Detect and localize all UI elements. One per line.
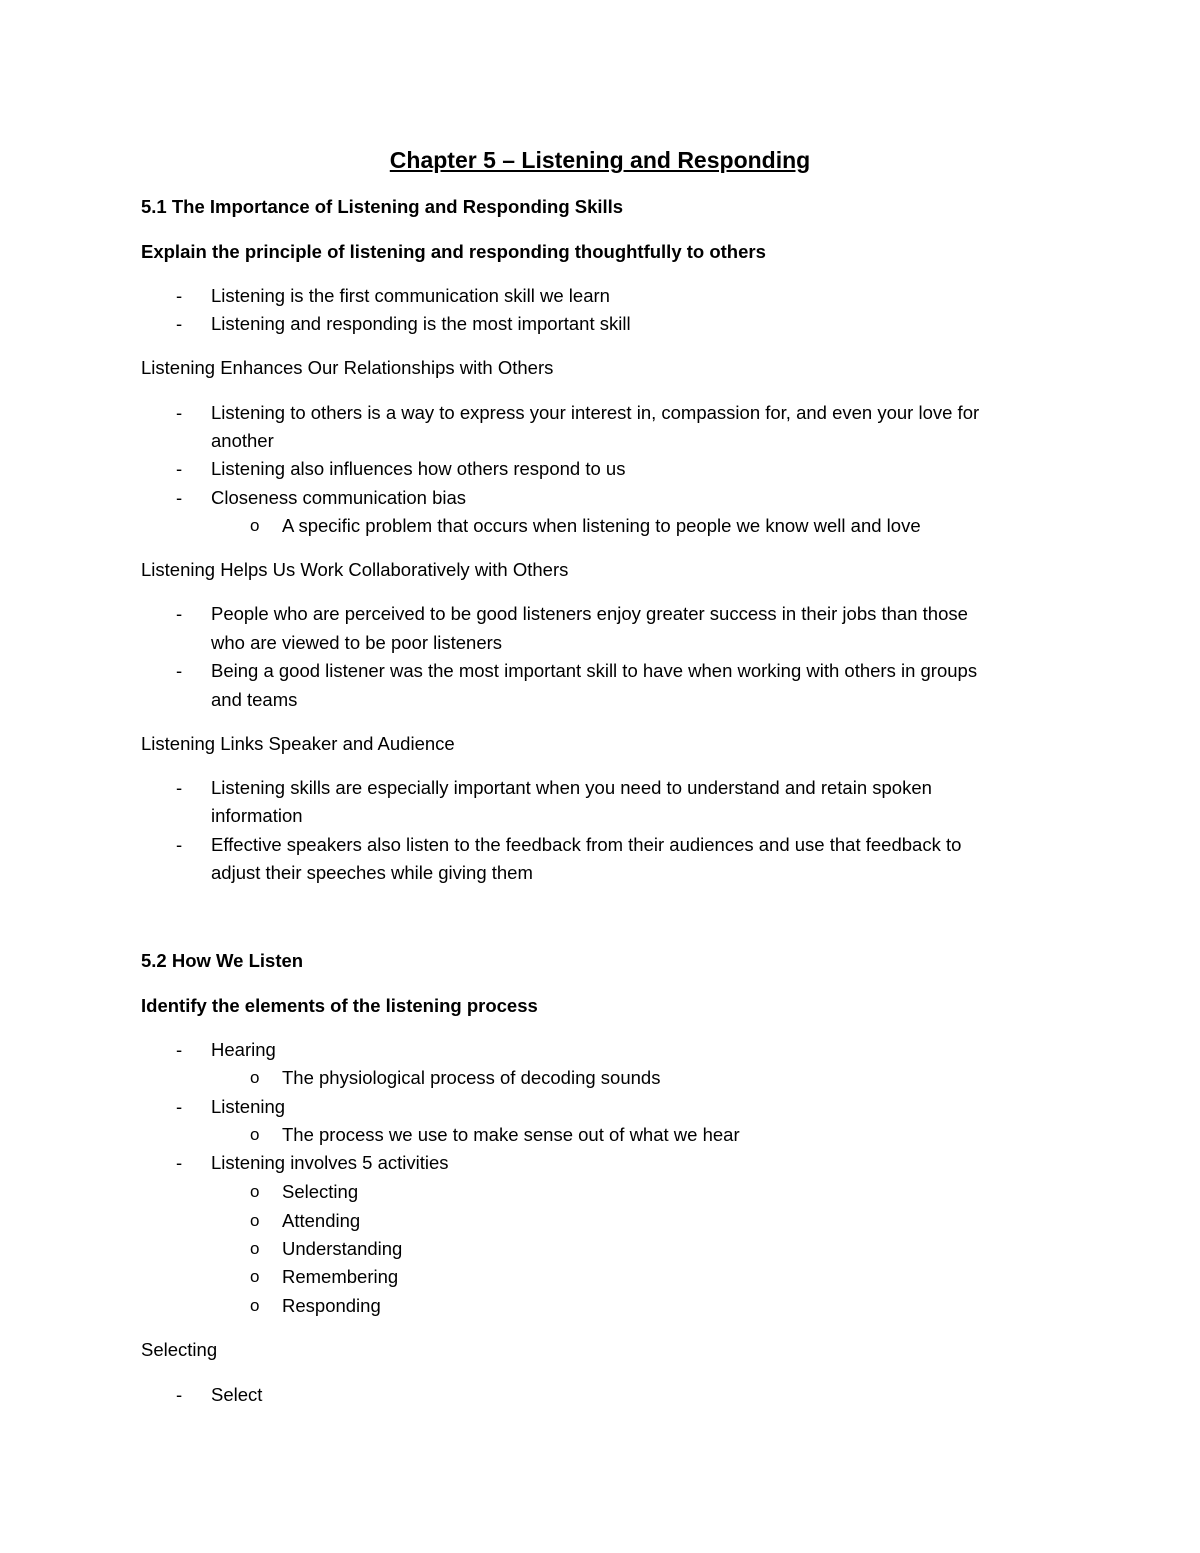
list-item: Listening skills are especially important when you need to understand and retain spoken bbox=[211, 777, 932, 798]
list-item: Listening bbox=[211, 1096, 286, 1117]
bullet-dash: - bbox=[176, 1096, 183, 1117]
bullet-dash: - bbox=[176, 402, 183, 423]
sub-list-item: Attending bbox=[282, 1210, 361, 1231]
list-item-continuation: who are viewed to be poor listeners bbox=[211, 632, 503, 653]
list-item: Being a good listener was the most important skill to have when working with others in groups bbox=[211, 660, 978, 681]
bullet-circle: o bbox=[250, 1211, 260, 1230]
bullet-circle: o bbox=[250, 1182, 260, 1201]
learning-objective-5-1: Explain the principle of listening and responding thoughtfully to others bbox=[141, 241, 766, 262]
sub-list-item: The process we use to make sense out of what we hear bbox=[282, 1124, 740, 1145]
sub-list-item: Understanding bbox=[282, 1238, 403, 1259]
subheading-collaboration: Listening Helps Us Work Collaboratively with Others bbox=[141, 559, 569, 580]
subheading-relationships: Listening Enhances Our Relationships with Others bbox=[141, 357, 554, 378]
bullet-dash: - bbox=[176, 1152, 183, 1173]
subheading-selecting: Selecting bbox=[141, 1339, 218, 1360]
list-item-continuation: and teams bbox=[211, 689, 298, 710]
bullet-dash: - bbox=[176, 777, 183, 798]
list-item: Listening involves 5 activities bbox=[211, 1152, 449, 1173]
list-item: Listening to others is a way to express your interest in, compassion for, and even your love for bbox=[211, 402, 980, 423]
list-item-continuation: information bbox=[211, 805, 303, 826]
section-heading-5-2: 5.2 How We Listen bbox=[141, 950, 304, 971]
subheading-speaker-audience: Listening Links Speaker and Audience bbox=[141, 733, 455, 754]
learning-objective-5-2: Identify the elements of the listening process bbox=[141, 995, 538, 1016]
bullet-dash: - bbox=[176, 313, 183, 334]
list-item-continuation: adjust their speeches while giving them bbox=[211, 862, 533, 883]
bullet-circle: o bbox=[250, 1125, 260, 1144]
bullet-circle: o bbox=[250, 516, 260, 535]
list-item: Hearing bbox=[211, 1039, 276, 1060]
bullet-dash: - bbox=[176, 603, 183, 624]
list-item: Listening and responding is the most important skill bbox=[211, 313, 631, 334]
sub-list-item: Remembering bbox=[282, 1266, 399, 1287]
bullet-dash: - bbox=[176, 660, 183, 681]
list-item: Listening also influences how others respond to us bbox=[211, 458, 626, 479]
chapter-title: Chapter 5 – Listening and Responding bbox=[389, 147, 811, 173]
sub-list-item: Responding bbox=[282, 1295, 381, 1316]
section-heading-5-1: 5.1 The Importance of Listening and Responding Skills bbox=[141, 196, 624, 217]
bullet-circle: o bbox=[250, 1239, 260, 1258]
bullet-dash: - bbox=[176, 285, 183, 306]
bullet-circle: o bbox=[250, 1068, 260, 1087]
list-item: People who are perceived to be good listeners enjoy greater success in their jobs than those bbox=[211, 603, 968, 624]
bullet-circle: o bbox=[250, 1296, 260, 1315]
bullet-dash: - bbox=[176, 1039, 183, 1060]
bullet-dash: - bbox=[176, 1384, 183, 1405]
bullet-dash: - bbox=[176, 458, 183, 479]
bullet-dash: - bbox=[176, 487, 183, 508]
sub-list-item: Selecting bbox=[282, 1181, 359, 1202]
sub-list-item: The physiological process of decoding sounds bbox=[282, 1067, 661, 1088]
sub-list-item: A specific problem that occurs when listening to people we know well and love bbox=[282, 515, 921, 536]
list-item: Select bbox=[211, 1384, 263, 1405]
list-item: Closeness communication bias bbox=[211, 487, 467, 508]
list-item-continuation: another bbox=[211, 430, 274, 451]
list-item: Effective speakers also listen to the feedback from their audiences and use that feedback to bbox=[211, 834, 962, 855]
bullet-circle: o bbox=[250, 1267, 260, 1286]
list-item: Listening is the first communication skill we learn bbox=[211, 285, 610, 306]
bullet-dash: - bbox=[176, 834, 183, 855]
